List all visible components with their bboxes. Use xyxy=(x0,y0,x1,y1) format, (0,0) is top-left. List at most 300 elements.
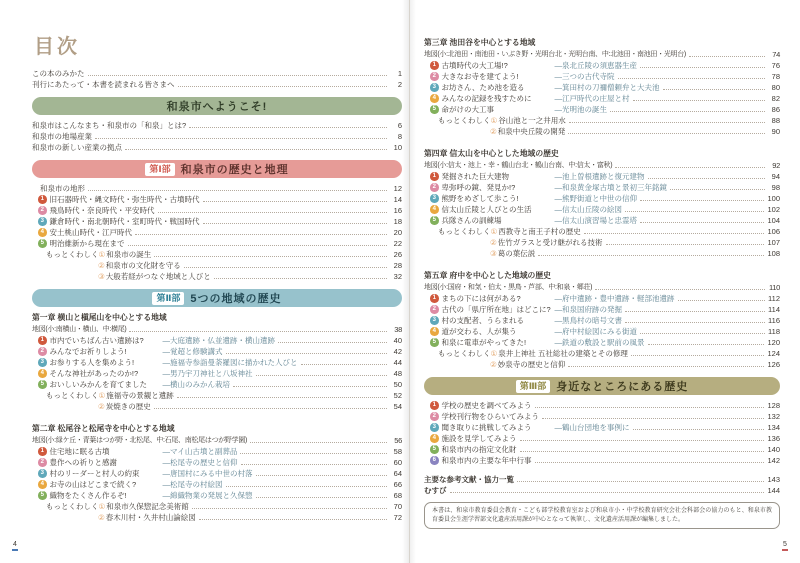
toc-row xyxy=(424,485,780,496)
dot-leader xyxy=(125,149,387,150)
item-number-badge: 5 xyxy=(430,105,439,114)
toc-entry-subtitle: ―綿織物業の発展と久保惣 xyxy=(162,491,253,500)
dot-leader xyxy=(203,223,388,224)
part-banner xyxy=(32,160,402,178)
toc-entry-subtitle: ―和泉黄金塚古墳と景初三年銘鏡 xyxy=(554,183,667,192)
toc-entry-page: 143 xyxy=(767,475,780,484)
toc-entry-page: 42 xyxy=(393,347,402,356)
toc-entry-label: 古墳時代の大工場!? xyxy=(441,61,508,70)
toc-row xyxy=(424,204,780,215)
toc-row xyxy=(32,120,402,131)
toc-entry-label: おいしいみかんを育てました xyxy=(49,380,147,389)
toc-entry-label: 和泉市の新しい産業の拠点 xyxy=(32,143,122,152)
toc-entry-label: まちの下には何がある? xyxy=(441,294,521,303)
toc-entry-label: 発掘された巨大建物 xyxy=(441,172,509,181)
dot-leader xyxy=(568,366,764,367)
toc-entry-label: 和泉市内の指定文化財 xyxy=(441,445,517,454)
toc-entry-page: 14 xyxy=(393,195,402,204)
dot-leader xyxy=(203,201,388,202)
more-detail-prefix: もっとくわしく xyxy=(46,250,99,259)
toc-entry-label: 地図(小:信太・池上・幸・鶴山台北・鶴山台南、中:信太・富秋) xyxy=(424,162,613,169)
toc-entry-label: 道が交わる、人が集う xyxy=(441,327,517,336)
toc-entry-label: 和泉市内の主要な年中行事 xyxy=(441,456,532,465)
toc-entry-page: 44 xyxy=(393,358,402,367)
toc-entry-page: 68 xyxy=(393,491,402,500)
toc-entry-page: 2 xyxy=(397,80,402,89)
toc-entry-page: 38 xyxy=(394,325,402,334)
toc-entry-subtitle: ―松尾寺の村絵図 xyxy=(162,480,223,489)
spacer xyxy=(424,137,780,145)
circled-number-icon: ① xyxy=(490,349,498,358)
dot-leader xyxy=(450,492,765,493)
item-number-badge: 1 xyxy=(430,294,439,303)
toc-row xyxy=(424,160,780,171)
folio-left xyxy=(12,541,18,551)
dot-leader xyxy=(584,233,765,234)
toc-entry-page: 104 xyxy=(767,216,780,225)
toc-entry-subtitle: ―江戸時代の庄屋と村 xyxy=(554,94,630,103)
toc-row xyxy=(424,182,780,193)
part-title: 和泉市へようこそ! xyxy=(166,101,268,113)
toc-entry-page: 80 xyxy=(771,83,780,92)
toc-row xyxy=(424,49,780,60)
toc-row xyxy=(424,315,780,326)
toc-entry-label: 卑弥呼の鏡、発見か!? xyxy=(441,183,516,192)
toc-entry-label: 学校刊行物をひらいてみよう xyxy=(441,412,539,421)
dot-leader xyxy=(199,519,387,520)
toc-entry-label: 市内でいちばん古い遺跡は? xyxy=(49,336,144,345)
toc-entry-label: みんなでお祈りしよう! xyxy=(49,347,127,356)
toc-entry-subtitle: ―大庭遺跡・仏並遺跡・横山遺跡 xyxy=(162,336,275,345)
part-banner xyxy=(424,377,780,395)
toc-entry-subtitle: ―唐国村にみる中世の村落 xyxy=(162,469,253,478)
toc-entry-page: 10 xyxy=(393,143,402,152)
dot-leader xyxy=(154,408,387,409)
circled-number-icon: ① xyxy=(490,227,498,236)
toc-row xyxy=(424,326,780,337)
part-title: 5つの地域の歴史 xyxy=(190,293,282,305)
toc-row xyxy=(32,271,402,282)
item-number-badge: 2 xyxy=(38,458,47,467)
toc-entry-label: 和泉市久保惣記念美術館 xyxy=(106,502,189,511)
toc-entry-page: 120 xyxy=(767,338,780,347)
toc-entry-page: 110 xyxy=(768,283,780,292)
more-detail-prefix: もっとくわしく xyxy=(46,502,99,511)
toc-entry-label: 旧石器時代・縄文時代・弥生時代・古墳時代 xyxy=(49,195,200,204)
toc-entry-page: 94 xyxy=(771,172,780,181)
toc-entry-page: 18 xyxy=(393,217,402,226)
toc-row xyxy=(424,455,780,466)
toc-entry-page: 102 xyxy=(767,205,780,214)
circled-number-icon: ② xyxy=(490,127,497,136)
toc-entry-page: 114 xyxy=(768,305,780,314)
part-banner xyxy=(32,289,402,307)
toc-entry-page: 116 xyxy=(768,316,780,325)
toc-row xyxy=(32,194,402,205)
dot-leader xyxy=(129,331,387,332)
toc-entry-page: 72 xyxy=(393,513,402,522)
item-number-badge: 2 xyxy=(430,412,439,421)
toc-entry-label: 大般若経がつなぐ地域と人びと xyxy=(105,272,211,281)
part-label: 第Ⅱ部 xyxy=(152,292,184,305)
page-left xyxy=(32,30,402,523)
dot-leader xyxy=(618,78,766,79)
toc-entry-subtitle: ―府中村絵図にみる街道 xyxy=(554,327,637,336)
dot-leader xyxy=(192,508,387,509)
item-number-badge: 2 xyxy=(38,206,47,215)
toc-row xyxy=(32,68,402,79)
toc-row xyxy=(32,260,402,271)
toc-entry-subtitle: ―信太山演習場と忠霊塔 xyxy=(554,216,637,225)
dot-leader xyxy=(678,300,766,301)
part-label: 第Ⅲ部 xyxy=(516,380,551,393)
dot-leader xyxy=(184,267,387,268)
dot-leader xyxy=(595,289,765,290)
item-number-badge: 6 xyxy=(430,456,439,465)
toc-row xyxy=(424,474,780,485)
toc-entry-label: 飛鳥時代・奈良時代・平安時代 xyxy=(49,206,155,215)
toc-entry-page: 92 xyxy=(772,161,780,170)
toc-entry-page: 142 xyxy=(767,456,780,465)
chapter-heading: 第三章 池田谷を中心とする地域 xyxy=(424,38,536,47)
circled-number-icon: ① xyxy=(490,116,498,125)
toc-entry-label: お寺の山はどこまで続く? xyxy=(49,480,137,489)
page-right-blocks xyxy=(424,37,780,496)
toc-entry-label: 地図(小:南横山・横山、中:横尾) xyxy=(32,326,127,333)
part-title: 和泉市の歴史と地理 xyxy=(180,164,289,176)
toc-entry-subtitle: ―男乃宇刀神社と八坂神社 xyxy=(162,369,253,378)
toc-entry-page: 128 xyxy=(767,401,780,410)
toc-row xyxy=(32,227,402,238)
item-number-badge: 4 xyxy=(430,327,439,336)
item-number-badge: 3 xyxy=(38,217,47,226)
dot-leader xyxy=(640,200,764,201)
toc-row xyxy=(32,501,402,512)
toc-row xyxy=(32,183,402,194)
toc-entry-label: 炭焼きの歴史 xyxy=(105,402,151,411)
toc-entry-label: 兵隊さんの訓練場 xyxy=(441,216,502,225)
toc-entry-label: 施福寺の景観と遺跡 xyxy=(106,391,174,400)
toc-entry-page: 50 xyxy=(393,380,402,389)
toc-title: 目次 xyxy=(34,36,80,58)
toc-entry-label: そんな神社があったのか!? xyxy=(49,369,139,378)
dot-leader xyxy=(128,245,388,246)
toc-row xyxy=(32,468,402,479)
toc-entry-page: 107 xyxy=(767,238,780,247)
chapter-heading: 第四章 信太山を中心とした地域の歴史 xyxy=(424,149,559,158)
item-number-badge: 4 xyxy=(430,205,439,214)
dot-leader xyxy=(520,451,765,452)
dot-leader xyxy=(615,167,765,168)
dot-leader xyxy=(633,429,765,430)
toc-entry-subtitle: ―池上曽根遺跡と復元建物 xyxy=(554,172,645,181)
toc-entry-label: 谷山池と一之井用水 xyxy=(498,116,566,125)
dot-leader xyxy=(88,75,388,76)
toc-entry-label: 安土桃山時代・江戸時代 xyxy=(49,228,132,237)
toc-entry-page: 22 xyxy=(393,239,402,248)
page-right xyxy=(424,34,780,529)
toc-entry-page: 12 xyxy=(393,184,402,193)
item-number-badge: 2 xyxy=(430,305,439,314)
dot-leader xyxy=(568,133,765,134)
item-number-badge: 1 xyxy=(38,336,47,345)
folio-right-number: 5 xyxy=(783,541,787,548)
item-number-badge: 3 xyxy=(430,423,439,432)
toc-row xyxy=(32,368,402,379)
toc-row xyxy=(32,512,402,523)
toc-entry-label: 西教寺と南王子村の歴史 xyxy=(498,227,581,236)
dot-leader xyxy=(178,86,388,87)
dot-leader xyxy=(520,440,765,441)
item-number-badge: 2 xyxy=(38,347,47,356)
toc-row xyxy=(424,422,780,433)
circled-number-icon: ② xyxy=(98,513,105,522)
toc-entry-label: 豊作への祈りと感謝 xyxy=(49,458,117,467)
toc-entry-label: 春木川村・久井村山論絵図 xyxy=(105,513,196,522)
toc-entry-label: 大きなお寺を建てよう! xyxy=(441,72,519,81)
dot-leader xyxy=(689,56,765,57)
circled-number-icon: ① xyxy=(98,502,106,511)
toc-row xyxy=(424,337,780,348)
toc-entry-page: 106 xyxy=(767,227,780,236)
toc-entry-page: 108 xyxy=(767,249,780,258)
toc-entry-page: 54 xyxy=(393,402,402,411)
dot-leader xyxy=(610,111,765,112)
toc-row xyxy=(32,446,402,457)
item-number-badge: 3 xyxy=(430,194,439,203)
toc-row xyxy=(424,411,780,422)
item-number-badge: 5 xyxy=(38,380,47,389)
toc-entry-page: 90 xyxy=(771,127,780,136)
toc-row xyxy=(32,216,402,227)
toc-row xyxy=(424,193,780,204)
more-detail-prefix: もっとくわしく xyxy=(438,116,491,125)
dot-leader xyxy=(256,497,388,498)
spacer xyxy=(424,466,780,474)
toc-entry-label: 地図(小:国府・和気・伯太・黒鳥・芦部、中:和泉・郷荘) xyxy=(424,284,593,291)
toc-entry-page: 40 xyxy=(393,336,402,345)
chapter-heading: 第五章 府中を中心とした地域の歴史 xyxy=(424,271,551,280)
toc-entry-page: 28 xyxy=(393,261,402,270)
toc-entry-label: 和泉市の地形 xyxy=(40,184,85,193)
dot-leader xyxy=(631,355,765,356)
dot-leader xyxy=(226,486,388,487)
item-number-badge: 5 xyxy=(430,445,439,454)
chapter-heading: 第二章 松尾谷と松尾寺を中心とする地域 xyxy=(32,424,175,433)
toc-entry-page: 74 xyxy=(772,50,780,59)
toc-entry-page: 100 xyxy=(767,194,780,203)
toc-entry-page: 144 xyxy=(767,486,780,495)
dot-leader xyxy=(569,122,765,123)
toc-entry-label: 刊行にあたって・本書を読まれる皆さまへ xyxy=(32,80,175,89)
toc-entry-page: 48 xyxy=(393,369,402,378)
toc-row xyxy=(424,237,780,248)
toc-entry-page: 66 xyxy=(393,480,402,489)
toc-entry-label: 和泉市はこんなまち・和泉市の「和泉」とは? xyxy=(32,121,187,130)
toc-row xyxy=(32,479,402,490)
dot-leader xyxy=(535,462,765,463)
item-number-badge: 1 xyxy=(430,401,439,410)
toc-entry-label: 和泉市の地場産業 xyxy=(32,132,92,141)
toc-entry-page: 140 xyxy=(767,445,780,454)
toc-row xyxy=(424,126,780,137)
toc-entry-label: むすび xyxy=(424,486,447,495)
dot-leader xyxy=(538,255,764,256)
item-number-badge: 3 xyxy=(38,358,47,367)
toc-row xyxy=(32,357,402,368)
toc-entry-page: 1 xyxy=(397,69,402,78)
circled-number-icon: ③ xyxy=(490,249,497,258)
item-number-badge: 3 xyxy=(430,316,439,325)
toc-entry-label: 命がけの大工事 xyxy=(441,105,494,114)
toc-entry-page: 58 xyxy=(393,447,402,456)
toc-entry-label: 熊野をめざして歩こう! xyxy=(441,194,519,203)
toc-entry-page: 124 xyxy=(767,349,780,358)
circled-number-icon: ② xyxy=(490,238,497,247)
page-left-blocks xyxy=(32,68,402,523)
toc-row xyxy=(32,131,402,142)
toc-entry-label: この本のみかた xyxy=(32,69,85,78)
item-number-badge: 4 xyxy=(38,369,47,378)
toc-entry-label: 村のリーダーと村人の約束 xyxy=(49,469,140,478)
toc-row xyxy=(424,226,780,237)
dot-leader xyxy=(240,453,387,454)
toc-entry-page: 98 xyxy=(771,183,780,192)
toc-entry-subtitle: ―覚超と修験講式 xyxy=(162,347,223,356)
toc-row xyxy=(32,335,402,346)
toc-row xyxy=(32,435,402,446)
toc-row xyxy=(424,304,780,315)
toc-row xyxy=(32,205,402,216)
item-number-badge: 1 xyxy=(38,195,47,204)
folio-left-tick xyxy=(12,549,18,551)
toc-entry-label: 明治維新から現在まで xyxy=(49,239,125,248)
toc-entry-page: 88 xyxy=(771,116,780,125)
circled-number-icon: ① xyxy=(98,250,106,259)
dot-leader xyxy=(250,442,387,443)
toc-row xyxy=(32,324,402,335)
dot-leader xyxy=(154,256,387,257)
toc-entry-subtitle: ―鉄道の敷設と駅前の風景 xyxy=(554,338,645,347)
more-detail-prefix: もっとくわしく xyxy=(438,349,491,358)
toc-entry-subtitle: ―府中遺跡・豊中遺跡・軽部池遺跡 xyxy=(554,294,675,303)
toc-entry-page: 126 xyxy=(767,360,780,369)
spacer xyxy=(424,259,780,267)
toc-entry-label: 主要な参考文献・協力一覧 xyxy=(424,475,514,484)
toc-entry-subtitle: ―泉北丘陵の須恵器生産 xyxy=(554,61,637,70)
dot-leader xyxy=(241,464,388,465)
part-label: 第Ⅰ部 xyxy=(145,163,174,176)
toc-entry-label: 施設を見学してみよう xyxy=(441,434,517,443)
toc-row xyxy=(424,248,780,259)
dot-leader xyxy=(625,211,764,212)
toc-entry-label: お坊さん、ため池を造る xyxy=(441,83,525,92)
toc-row xyxy=(424,215,780,226)
circled-number-icon: ② xyxy=(98,261,105,270)
chapter-heading: 第一章 横山と槇尾山を中心とする地域 xyxy=(32,313,167,322)
toc-entry-label: 和泉中央丘陵の開発 xyxy=(497,127,566,136)
dot-leader xyxy=(226,353,388,354)
toc-entry-label: 泉井上神社 五社総社の建築とその修理 xyxy=(498,349,628,358)
item-number-badge: 2 xyxy=(430,183,439,192)
toc-entry-label: 妙泉寺の歴史と信仰 xyxy=(497,360,566,369)
item-number-badge: 4 xyxy=(38,228,47,237)
toc-entry-subtitle: ―信太山丘陵の絵図 xyxy=(554,205,622,214)
toc-row xyxy=(424,444,780,455)
toc-entry-subtitle: ―鶴山台団地を事例に xyxy=(554,423,630,432)
toc-row xyxy=(32,238,402,249)
dot-leader xyxy=(517,481,764,482)
item-number-badge: 4 xyxy=(430,434,439,443)
dot-leader xyxy=(633,100,766,101)
dot-leader xyxy=(158,212,388,213)
item-number-badge: 4 xyxy=(38,480,47,489)
dot-leader xyxy=(278,342,387,343)
item-number-badge: 5 xyxy=(430,216,439,225)
toc-entry-subtitle: ―光明池の誕生 xyxy=(554,105,607,114)
toc-entry-label: 聞き取りに挑戦してみよう xyxy=(441,423,532,432)
toc-entry-subtitle: ―横山のみかん栽培 xyxy=(162,380,230,389)
toc-entry-subtitle: ―和泉国府跡の発掘 xyxy=(554,305,622,314)
toc-entry-page: 136 xyxy=(767,434,780,443)
toc-row xyxy=(424,400,780,411)
toc-entry-label: 和泉市の文化財を守る xyxy=(105,261,181,270)
item-number-badge: 5 xyxy=(38,491,47,500)
toc-row xyxy=(32,79,402,90)
toc-row xyxy=(424,71,780,82)
toc-entry-subtitle: ―松尾寺の歴史と信仰 xyxy=(162,458,238,467)
dot-leader xyxy=(214,278,387,279)
toc-row xyxy=(424,104,780,115)
toc-entry-label: 学校の歴史を調べてみよう xyxy=(441,401,532,410)
dot-leader xyxy=(640,67,765,68)
toc-entry-subtitle: ―熊野街道と中世の信仰 xyxy=(554,194,637,203)
toc-row xyxy=(32,142,402,153)
dot-leader xyxy=(135,234,387,235)
dot-leader xyxy=(535,407,765,408)
dot-leader xyxy=(648,178,766,179)
item-number-badge: 5 xyxy=(38,239,47,248)
toc-row xyxy=(424,359,780,370)
item-number-badge: 1 xyxy=(430,61,439,70)
toc-entry-subtitle: ―箕田村の刀禰僧頼弁と大夫池 xyxy=(554,83,660,92)
toc-entry-page: 64 xyxy=(393,469,402,478)
toc-entry-subtitle: ―三つの古代寺院 xyxy=(554,72,615,81)
dot-leader xyxy=(640,222,764,223)
toc-row xyxy=(424,82,780,93)
toc-entry-label: 和泉に電車がやってきた! xyxy=(441,338,527,347)
toc-row xyxy=(424,93,780,104)
circled-number-icon: ① xyxy=(98,391,106,400)
toc-row xyxy=(32,346,402,357)
circled-number-icon: ③ xyxy=(98,272,105,281)
item-number-badge: 4 xyxy=(430,94,439,103)
toc-row xyxy=(424,433,780,444)
dot-leader xyxy=(256,375,388,376)
item-number-badge: 3 xyxy=(430,83,439,92)
more-detail-prefix: もっとくわしく xyxy=(46,391,99,400)
toc-entry-page: 60 xyxy=(393,458,402,467)
spacer xyxy=(32,412,402,420)
toc-entry-label: 古代の「県庁所在地」はどこに? xyxy=(441,305,551,314)
toc-entry-page: 134 xyxy=(767,423,780,432)
item-number-badge: 3 xyxy=(38,469,47,478)
toc-entry-page: 52 xyxy=(393,391,402,400)
folio-right xyxy=(782,541,788,551)
dot-leader xyxy=(177,397,387,398)
toc-entry-page: 86 xyxy=(771,105,780,114)
toc-entry-label: 葛の葉伝説 xyxy=(497,249,536,258)
